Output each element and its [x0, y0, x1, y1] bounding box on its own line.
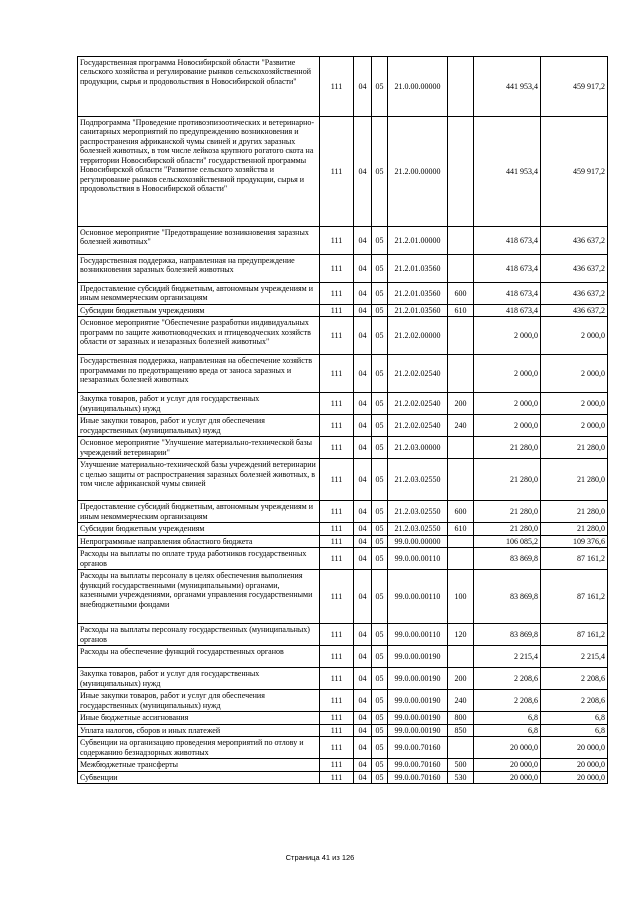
- section-code: 04: [354, 737, 372, 759]
- amount-year-2: 21 280,0: [541, 501, 608, 523]
- table-row: [78, 737, 608, 759]
- expense-type-code: [448, 437, 474, 459]
- expense-type-code: 600: [448, 283, 474, 305]
- target-article-code: 21.2.02.00000: [388, 317, 448, 355]
- amount-year-2: 87 161,2: [541, 548, 608, 570]
- expense-type-code: 200: [448, 393, 474, 415]
- section-code: 04: [354, 393, 372, 415]
- ved-code: 111: [320, 771, 354, 783]
- table-row: [78, 415, 608, 437]
- expense-type-code: 850: [448, 724, 474, 736]
- section-code: 04: [354, 501, 372, 523]
- amount-year-2: 2 000,0: [541, 317, 608, 355]
- amount-year-2: 2 208,6: [541, 668, 608, 690]
- subsection-code: 05: [372, 317, 388, 355]
- amount-year-1: 20 000,0: [474, 737, 541, 759]
- ved-code: 111: [320, 523, 354, 535]
- amount-year-2: 459 917,2: [541, 57, 608, 117]
- ved-code: 111: [320, 737, 354, 759]
- amount-year-2: 2 000,0: [541, 415, 608, 437]
- page-footer: [0, 853, 640, 862]
- row-name: Государственная программа Новосибирской области "Развитие сельского хозяйства и регулирование рынков сельскохозяйственной продукции, сырья и продовольствия в Новосибирской области": [78, 57, 320, 117]
- subsection-code: 05: [372, 548, 388, 570]
- amount-year-1: 6,8: [474, 712, 541, 724]
- amount-year-2: 87 161,2: [541, 624, 608, 646]
- amount-year-1: 2 000,0: [474, 317, 541, 355]
- section-code: 04: [354, 283, 372, 305]
- expense-type-code: 120: [448, 624, 474, 646]
- row-name: Расходы на выплаты по оплате труда работников государственных органов: [78, 548, 320, 570]
- row-name: Субвенции на организацию проведения мероприятий по отлову и содержанию безнадзорных животных: [78, 737, 320, 759]
- ved-code: 111: [320, 283, 354, 305]
- target-article-code: 21.2.02.02540: [388, 415, 448, 437]
- ved-code: 111: [320, 501, 354, 523]
- amount-year-1: 418 673,4: [474, 227, 541, 255]
- table-row: [78, 317, 608, 355]
- row-name: Основное мероприятие "Предотвращение возникновения заразных болезней животных": [78, 227, 320, 255]
- section-code: 04: [354, 771, 372, 783]
- amount-year-1: 2 000,0: [474, 355, 541, 393]
- section-code: 04: [354, 317, 372, 355]
- target-article-code: 21.2.02.02540: [388, 355, 448, 393]
- subsection-code: 05: [372, 570, 388, 624]
- expense-type-code: [448, 646, 474, 668]
- table-row: [78, 548, 608, 570]
- amount-year-2: 21 280,0: [541, 437, 608, 459]
- row-name: Подпрограмма "Проведение противоэпизоотических и ветеринарно-санитарных мероприятий по предупреждению возникновения и распространения африканской чумы свиней и других заразных болезней животных, в том числе лейкоза крупного рогатого скота на территории Новосибирской области" государственной программы Новосибирской области "Развитие сельского хозяйства и регулирование рынков сельскохозяйственной продукции, сырья и продовольствия в Новосибирской области": [78, 117, 320, 227]
- subsection-code: 05: [372, 646, 388, 668]
- section-code: 04: [354, 415, 372, 437]
- section-code: 04: [354, 437, 372, 459]
- amount-year-1: 441 953,4: [474, 117, 541, 227]
- expense-type-code: 200: [448, 668, 474, 690]
- expense-type-code: 800: [448, 712, 474, 724]
- expense-type-code: [448, 317, 474, 355]
- row-name: Субсидии бюджетным учреждениям: [78, 305, 320, 317]
- row-name: Субвенции: [78, 771, 320, 783]
- row-name: Расходы на выплаты персоналу государственных (муниципальных) органов: [78, 624, 320, 646]
- amount-year-2: 109 376,6: [541, 535, 608, 547]
- table-row: [78, 624, 608, 646]
- expense-type-code: [448, 117, 474, 227]
- subsection-code: 05: [372, 305, 388, 317]
- target-article-code: 99.0.00.00190: [388, 712, 448, 724]
- row-name: Государственная поддержка, направленная на обеспечение хозяйств программами по предотвращению вреда от заноса заразных и незаразных болезней животных: [78, 355, 320, 393]
- subsection-code: 05: [372, 535, 388, 547]
- amount-year-2: 21 280,0: [541, 523, 608, 535]
- expense-type-code: [448, 535, 474, 547]
- target-article-code: 21.2.03.00000: [388, 437, 448, 459]
- amount-year-2: 20 000,0: [541, 737, 608, 759]
- table-row: [78, 712, 608, 724]
- expense-type-code: [448, 227, 474, 255]
- subsection-code: 05: [372, 690, 388, 712]
- amount-year-1: 418 673,4: [474, 255, 541, 283]
- target-article-code: 99.0.00.00190: [388, 646, 448, 668]
- subsection-code: 05: [372, 501, 388, 523]
- ved-code: 111: [320, 437, 354, 459]
- ved-code: 111: [320, 57, 354, 117]
- ved-code: 111: [320, 759, 354, 771]
- section-code: 04: [354, 724, 372, 736]
- amount-year-2: 436 637,2: [541, 283, 608, 305]
- table-row: [78, 227, 608, 255]
- expense-type-code: [448, 737, 474, 759]
- target-article-code: 21.2.01.03560: [388, 283, 448, 305]
- amount-year-1: 21 280,0: [474, 437, 541, 459]
- table-row: [78, 759, 608, 771]
- ved-code: 111: [320, 624, 354, 646]
- ved-code: 111: [320, 459, 354, 501]
- amount-year-2: 2 215,4: [541, 646, 608, 668]
- ved-code: 111: [320, 255, 354, 283]
- expense-type-code: 610: [448, 523, 474, 535]
- amount-year-2: 436 637,2: [541, 227, 608, 255]
- section-code: 04: [354, 459, 372, 501]
- amount-year-1: 106 085,2: [474, 535, 541, 547]
- table-row: [78, 690, 608, 712]
- expense-type-code: [448, 57, 474, 117]
- ved-code: 111: [320, 712, 354, 724]
- target-article-code: 21.2.02.02540: [388, 393, 448, 415]
- table-row: [78, 501, 608, 523]
- expense-type-code: 530: [448, 771, 474, 783]
- table-row: [78, 355, 608, 393]
- ved-code: 111: [320, 570, 354, 624]
- row-name: Иные бюджетные ассигнования: [78, 712, 320, 724]
- subsection-code: 05: [372, 355, 388, 393]
- section-code: 04: [354, 355, 372, 393]
- expense-type-code: [448, 548, 474, 570]
- table-row: [78, 771, 608, 783]
- page-number: Страница 41 из 126: [285, 853, 355, 862]
- amount-year-1: 83 869,8: [474, 548, 541, 570]
- row-name: Улучшение материально-технической базы учреждений ветеринарии с целью защиты от распространения заразных болезней животных, в том числе африканской чумы свиней: [78, 459, 320, 501]
- section-code: 04: [354, 690, 372, 712]
- subsection-code: 05: [372, 624, 388, 646]
- table-row: [78, 283, 608, 305]
- ved-code: 111: [320, 724, 354, 736]
- row-name: Иные закупки товаров, работ и услуг для обеспечения государственных (муниципальных) нужд: [78, 690, 320, 712]
- subsection-code: 05: [372, 759, 388, 771]
- amount-year-2: 2 000,0: [541, 393, 608, 415]
- subsection-code: 05: [372, 724, 388, 736]
- subsection-code: 05: [372, 668, 388, 690]
- ved-code: 111: [320, 227, 354, 255]
- row-name: Иные закупки товаров, работ и услуг для обеспечения государственных (муниципальных) нужд: [78, 415, 320, 437]
- amount-year-1: 418 673,4: [474, 283, 541, 305]
- amount-year-2: 2 208,6: [541, 690, 608, 712]
- section-code: 04: [354, 117, 372, 227]
- expense-type-code: 240: [448, 415, 474, 437]
- subsection-code: 05: [372, 283, 388, 305]
- subsection-code: 05: [372, 117, 388, 227]
- expense-type-code: 610: [448, 305, 474, 317]
- amount-year-1: 2 215,4: [474, 646, 541, 668]
- section-code: 04: [354, 305, 372, 317]
- section-code: 04: [354, 759, 372, 771]
- target-article-code: 99.0.00.70160: [388, 737, 448, 759]
- row-name: Основное мероприятие "Обеспечение разработки индивидуальных программ по защите животноводческих и птицеводческих хозяйств области от заразных и незаразных болезней животных": [78, 317, 320, 355]
- subsection-code: 05: [372, 415, 388, 437]
- table-row: [78, 437, 608, 459]
- row-name: Основное мероприятие "Улучшение материально-технической базы учреждений ветеринарии": [78, 437, 320, 459]
- target-article-code: 21.2.01.03560: [388, 255, 448, 283]
- row-name: Субсидии бюджетным учреждениям: [78, 523, 320, 535]
- subsection-code: 05: [372, 227, 388, 255]
- subsection-code: 05: [372, 712, 388, 724]
- amount-year-2: 20 000,0: [541, 771, 608, 783]
- amount-year-1: 20 000,0: [474, 759, 541, 771]
- amount-year-2: 20 000,0: [541, 759, 608, 771]
- table-row: [78, 668, 608, 690]
- target-article-code: 99.0.00.00110: [388, 548, 448, 570]
- subsection-code: 05: [372, 459, 388, 501]
- subsection-code: 05: [372, 523, 388, 535]
- amount-year-2: 459 917,2: [541, 117, 608, 227]
- table-row: [78, 535, 608, 547]
- amount-year-2: 436 637,2: [541, 255, 608, 283]
- ved-code: 111: [320, 317, 354, 355]
- ved-code: 111: [320, 415, 354, 437]
- amount-year-1: 20 000,0: [474, 771, 541, 783]
- table-row: [78, 117, 608, 227]
- target-article-code: 21.2.03.02550: [388, 523, 448, 535]
- ved-code: 111: [320, 668, 354, 690]
- expense-type-code: 240: [448, 690, 474, 712]
- section-code: 04: [354, 712, 372, 724]
- table-row: [78, 459, 608, 501]
- section-code: 04: [354, 57, 372, 117]
- target-article-code: 99.0.00.00110: [388, 570, 448, 624]
- subsection-code: 05: [372, 255, 388, 283]
- target-article-code: 99.0.00.00190: [388, 724, 448, 736]
- table-row: [78, 305, 608, 317]
- subsection-code: 05: [372, 737, 388, 759]
- section-code: 04: [354, 624, 372, 646]
- amount-year-2: 2 000,0: [541, 355, 608, 393]
- target-article-code: 21.2.01.03560: [388, 305, 448, 317]
- expense-type-code: [448, 255, 474, 283]
- section-code: 04: [354, 523, 372, 535]
- ved-code: 111: [320, 548, 354, 570]
- amount-year-2: 87 161,2: [541, 570, 608, 624]
- subsection-code: 05: [372, 57, 388, 117]
- amount-year-1: 2 208,6: [474, 690, 541, 712]
- row-name: Предоставление субсидий бюджетным, автономным учреждениям и иным некоммерческим организациям: [78, 501, 320, 523]
- expense-type-code: 500: [448, 759, 474, 771]
- target-article-code: 99.0.00.00000: [388, 535, 448, 547]
- expense-type-code: 600: [448, 501, 474, 523]
- ved-code: 111: [320, 355, 354, 393]
- section-code: 04: [354, 570, 372, 624]
- amount-year-1: 83 869,8: [474, 624, 541, 646]
- amount-year-2: 6,8: [541, 724, 608, 736]
- amount-year-1: 21 280,0: [474, 501, 541, 523]
- section-code: 04: [354, 548, 372, 570]
- amount-year-2: 6,8: [541, 712, 608, 724]
- section-code: 04: [354, 646, 372, 668]
- target-article-code: 21.0.00.00000: [388, 57, 448, 117]
- ved-code: 111: [320, 690, 354, 712]
- ved-code: 111: [320, 305, 354, 317]
- section-code: 04: [354, 227, 372, 255]
- target-article-code: 99.0.00.00110: [388, 624, 448, 646]
- amount-year-1: 441 953,4: [474, 57, 541, 117]
- row-name: Межбюджетные трансферты: [78, 759, 320, 771]
- table-row: [78, 393, 608, 415]
- ved-code: 111: [320, 117, 354, 227]
- amount-year-1: 2 000,0: [474, 393, 541, 415]
- row-name: Предоставление субсидий бюджетным, автономным учреждениям и иным некоммерческим организациям: [78, 283, 320, 305]
- amount-year-1: 6,8: [474, 724, 541, 736]
- expense-type-code: 100: [448, 570, 474, 624]
- amount-year-1: 21 280,0: [474, 523, 541, 535]
- target-article-code: 21.2.03.02550: [388, 459, 448, 501]
- table-row: [78, 523, 608, 535]
- amount-year-1: 418 673,4: [474, 305, 541, 317]
- target-article-code: 99.0.00.00190: [388, 668, 448, 690]
- subsection-code: 05: [372, 771, 388, 783]
- target-article-code: 99.0.00.70160: [388, 759, 448, 771]
- table-row: [78, 724, 608, 736]
- target-article-code: 99.0.00.70160: [388, 771, 448, 783]
- amount-year-2: 21 280,0: [541, 459, 608, 501]
- row-name: Расходы на обеспечение функций государственных органов: [78, 646, 320, 668]
- row-name: Государственная поддержка, направленная на предупреждение возникновения заразных болезней животных: [78, 255, 320, 283]
- amount-year-2: 436 637,2: [541, 305, 608, 317]
- budget-table: [77, 56, 608, 784]
- section-code: 04: [354, 535, 372, 547]
- ved-code: 111: [320, 646, 354, 668]
- ved-code: 111: [320, 393, 354, 415]
- expense-type-code: [448, 459, 474, 501]
- row-name: Уплата налогов, сборов и иных платежей: [78, 724, 320, 736]
- amount-year-1: 2 000,0: [474, 415, 541, 437]
- row-name: Непрограммные направления областного бюджета: [78, 535, 320, 547]
- row-name: Закупка товаров, работ и услуг для государственных (муниципальных) нужд: [78, 393, 320, 415]
- target-article-code: 99.0.00.00190: [388, 690, 448, 712]
- expense-type-code: [448, 355, 474, 393]
- ved-code: 111: [320, 535, 354, 547]
- row-name: Закупка товаров, работ и услуг для государственных (муниципальных) нужд: [78, 668, 320, 690]
- target-article-code: 21.2.00.00000: [388, 117, 448, 227]
- table-row: [78, 646, 608, 668]
- target-article-code: 21.2.03.02550: [388, 501, 448, 523]
- section-code: 04: [354, 668, 372, 690]
- amount-year-1: 83 869,8: [474, 570, 541, 624]
- amount-year-1: 21 280,0: [474, 459, 541, 501]
- row-name: Расходы на выплаты персоналу в целях обеспечения выполнения функций государственными (муниципальными) органами, казенными учреждениями, органами управления государственными внебюджетными фондами: [78, 570, 320, 624]
- amount-year-1: 2 208,6: [474, 668, 541, 690]
- subsection-code: 05: [372, 437, 388, 459]
- target-article-code: 21.2.01.00000: [388, 227, 448, 255]
- section-code: 04: [354, 255, 372, 283]
- subsection-code: 05: [372, 393, 388, 415]
- table-row: [78, 255, 608, 283]
- table-row: [78, 570, 608, 624]
- table-row: [78, 57, 608, 117]
